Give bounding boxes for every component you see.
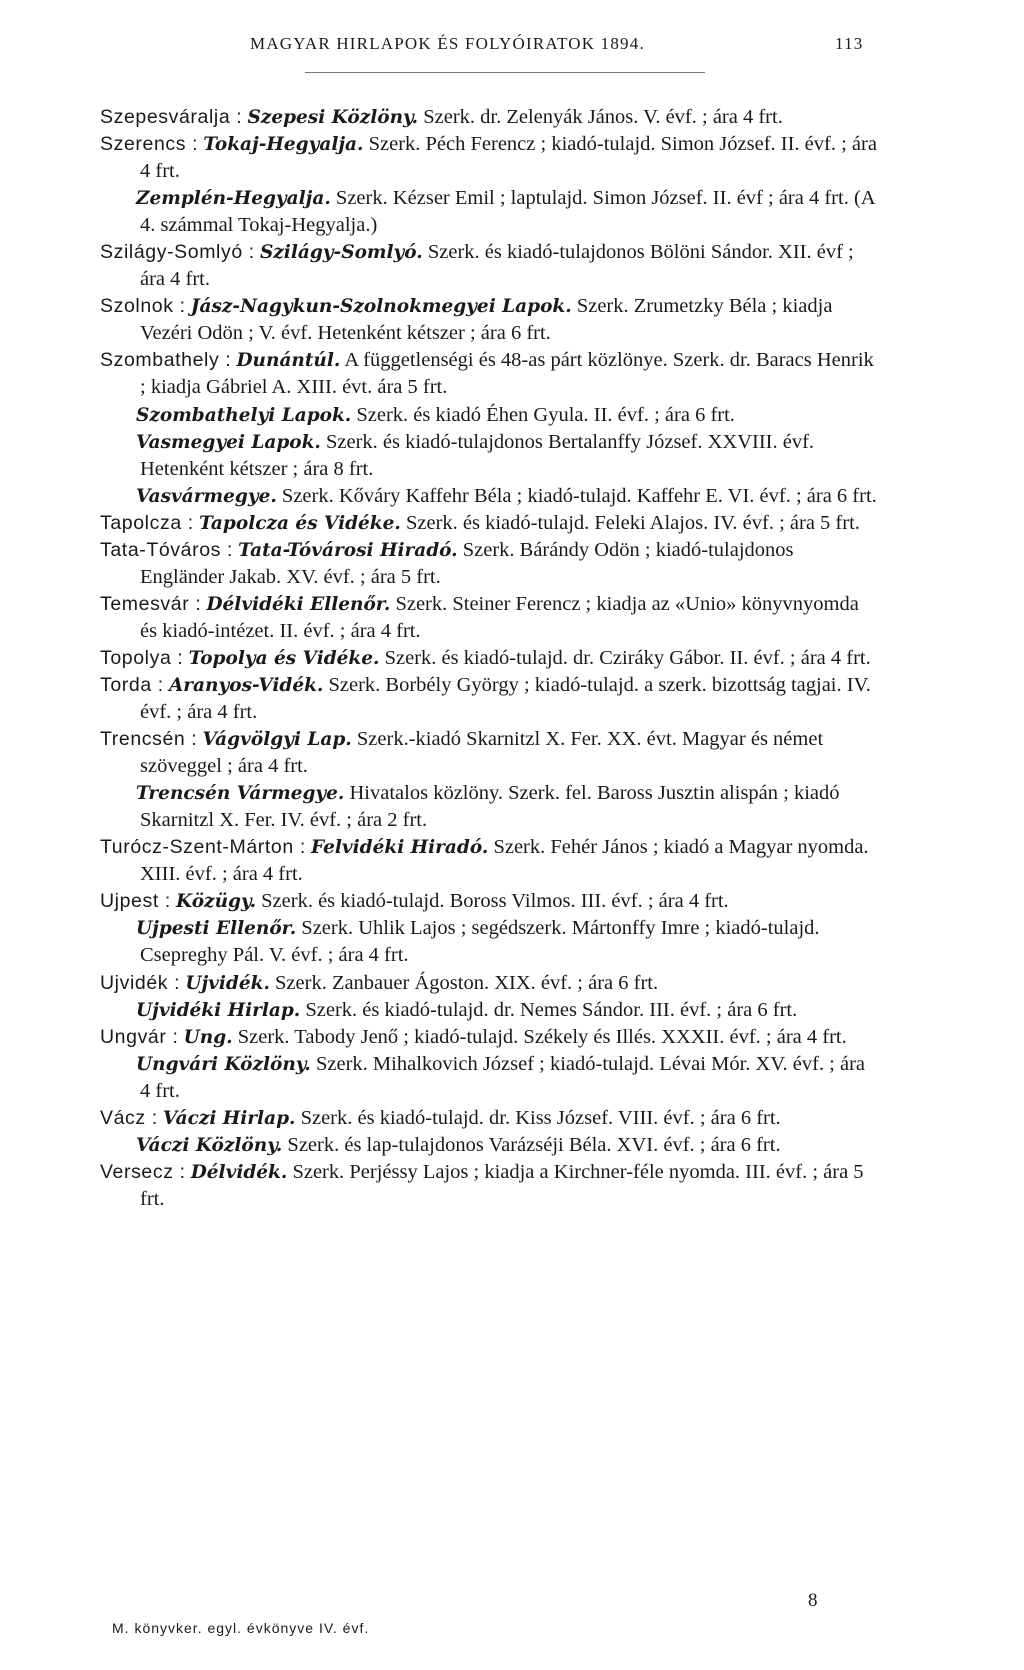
entry-place: Ungvár :	[100, 1025, 179, 1048]
entry-paper-title: Ujpesti Ellenőr.	[136, 918, 297, 940]
entry-details: Szerk. Uhlik Lajos ; segédszerk. Mártonffy Imre ; kiadó-tulajd. Csepreghy Pál. V. évf. ; ára 4 frt.	[140, 917, 820, 967]
entry-place: Versecz :	[100, 1160, 186, 1183]
entry-paper-title: Dunántúl.	[236, 350, 341, 372]
entry	[100, 780, 880, 834]
entry	[100, 1024, 880, 1051]
entry	[100, 402, 880, 429]
entry-details: Szerk. Bárándy Odön ; kiadó-tulajdonos Engländer Jakab. XV. évf. ; ára 5 frt.	[140, 538, 794, 588]
entry-place: Tata-Tóváros :	[100, 538, 234, 561]
entry-paper-title: Tokaj-Hegyalja.	[203, 134, 364, 156]
page-number: 113	[835, 34, 864, 53]
entry-details: Szerk. és kiadó-tulajd. dr. Nemes Sándor. III. évf. ; ára 6 frt.	[305, 998, 798, 1021]
entry-details: Szerk. dr. Zelenyák János. V. évf. ; ára 4 frt.	[423, 106, 783, 128]
entry-details: Szerk. Kőváry Kaffehr Béla ; kiadó-tulajd. Kaffehr E. VI. évf. ; ára 6 frt.	[281, 484, 877, 507]
entry	[100, 1105, 880, 1132]
entry-details: Szerk. Zanbauer Ágoston. XIX. évf. ; ára 6 frt.	[275, 971, 659, 994]
entry-details: Hivatalos közlöny. Szerk. fel. Baross Jusztin alispán ; kiadó Skarnitzl X. Fer. IV. évf. ; ára 2 frt.	[140, 782, 840, 832]
entry-details: A függetlenségi és 48-as párt közlönye. Szerk. dr. Baracs Henrik ; kiadja Gábriel A. XIII. évt. ára 5 frt.	[140, 349, 874, 399]
entry-paper-title: Szombathelyi Lapok.	[136, 404, 352, 426]
entry-place: Tapolcza :	[100, 511, 194, 534]
entry-paper-title: Tata-Tóvárosi Hiradó.	[238, 539, 458, 561]
entry-list	[100, 104, 880, 1213]
entry-details: Szerk. Péch Ferencz ; kiadó-tulajd. Simon József. II. évf. ; ára 4 frt.	[140, 133, 877, 183]
entry	[100, 1132, 880, 1159]
signature-mark: 8	[808, 1590, 818, 1611]
entry-paper-title: Ujvidék.	[185, 972, 270, 994]
entry	[100, 970, 880, 997]
entry	[100, 997, 880, 1024]
entry-details: Szerk. és kiadó-tulajd. Boross Vilmos. III. évf. ; ára 4 frt.	[261, 890, 729, 913]
entry	[100, 726, 880, 780]
entry-paper-title: Topolya és Vidéke.	[188, 647, 380, 669]
entry	[100, 915, 880, 969]
entry	[100, 1051, 880, 1105]
entry-place: Topolya :	[100, 646, 184, 669]
entry	[100, 537, 880, 591]
entry-paper-title: Zemplén-Hegyalja.	[136, 188, 331, 210]
entry-details: Szerk. Mihalkovich József ; kiadó-tulajd. Lévai Mór. XV. évf. ; ára 4 frt.	[140, 1052, 865, 1102]
entry	[100, 1159, 880, 1213]
entry-paper-title: Délvidéki Ellenőr.	[206, 593, 391, 615]
entry-place: Szilágy-Somlyó :	[100, 241, 255, 264]
entry-paper-title: Váczi Közlöny.	[136, 1134, 283, 1156]
entry	[100, 131, 880, 185]
entry-details: Szerk. Tabody Jenő ; kiadó-tulajd. Székely és Illés. XXXII. évf. ; ára 4 frt.	[237, 1025, 847, 1048]
header-rule	[305, 72, 705, 73]
entry-details: Szerk. Borbély György ; kiadó-tulajd. a szerk. bizottság tagjai. IV. évf. ; ára 4 frt.	[140, 673, 871, 724]
entry-place: Trencsén :	[100, 728, 198, 751]
entry-paper-title: Aranyos-Vidék.	[168, 674, 324, 696]
entry	[100, 104, 880, 131]
entry-details: Szerk. Zrumetzky Béla ; kiadja Vezéri Odön ; V. évf. Hetenként kétszer ; ára 6 frt.	[140, 295, 833, 345]
entry-details: Szerk. és kiadó-tulajd. Feleki Alajos. IV. évf. ; ára 5 frt.	[405, 511, 860, 534]
entry-details: Szerk. és kiadó-tulajd. dr. Cziráky Gábor. II. évf. ; ára 4 frt.	[384, 646, 871, 669]
entry	[100, 429, 880, 483]
entry-paper-title: Felvidéki Hiradó.	[310, 837, 489, 859]
entry-paper-title: Trencsén Vármegye.	[136, 783, 345, 805]
entry-paper-title: Vasmegyei Lapok.	[136, 431, 321, 453]
entry	[100, 834, 880, 888]
entry-place: Szolnok :	[100, 295, 186, 318]
entry-paper-title: Ungvári Közlöny.	[136, 1053, 311, 1075]
entry-place: Turócz-Szent-Márton :	[100, 836, 306, 859]
entry-paper-title: Vágvölgyi Lap.	[202, 729, 352, 751]
entry-place: Ujpest :	[100, 890, 171, 913]
entry-paper-title: Ujvidéki Hirlap.	[136, 999, 301, 1021]
entry	[100, 483, 880, 510]
entry-details: Szerk. Perjéssy Lajos ; kiadja a Kirchner-féle nyomda. III. évf. ; ára 5 frt.	[140, 1160, 864, 1210]
entry-paper-title: Délvidék.	[190, 1161, 288, 1183]
entry-paper-title: Jász-Nagykun-Szolnokmegyei Lapok.	[190, 296, 572, 318]
footer-note: M. könyvker. egyl. évkönyve IV. évf.	[112, 1620, 370, 1636]
entry	[100, 347, 880, 401]
entry	[100, 672, 880, 726]
entry-details: Szerk. Steiner Ferencz ; kiadja az «Unio» könyvnyomda és kiadó-intézet. II. évf. ; ára 4 frt.	[140, 592, 859, 642]
entry-paper-title: Ung.	[183, 1026, 233, 1048]
entry-paper-title: Váczi Hirlap.	[162, 1107, 296, 1129]
entry-details: Szerk. és kiadó-tulajdonos Bertalanffy József. XXVIII. évf. Hetenként kétszer ; ára 8 frt.	[140, 430, 815, 480]
entry-paper-title: Tapolcza és Vidéke.	[198, 512, 401, 534]
entry	[100, 185, 880, 239]
entry-details: Szerk. és kiadó-tulajd. dr. Kiss József. VIII. évf. ; ára 6 frt.	[300, 1106, 781, 1129]
entry-paper-title: Vasvármegye.	[136, 485, 277, 507]
entry-place: Temesvár :	[100, 592, 202, 615]
entry-paper-title: Szepesi Közlöny.	[247, 107, 419, 128]
entry	[100, 888, 880, 915]
entry	[100, 510, 880, 537]
entry-place: Szombathely :	[100, 349, 232, 372]
entry-place: Ujvidék :	[100, 971, 181, 994]
entry-details: Szerk. Kézser Emil ; laptulajd. Simon József. II. évf ; ára 4 frt. (A 4. számmal Tokaj-Hegyalja.)	[140, 187, 875, 237]
entry	[100, 645, 880, 672]
entry	[100, 293, 880, 347]
entry-details: Szerk. és kiadó Éhen Gyula. II. évf. ; ára 6 frt.	[356, 403, 735, 426]
running-title: MAGYAR HIRLAPOK ÉS FOLYÓIRATOK 1894.	[250, 34, 645, 53]
entry	[100, 239, 880, 293]
entry-paper-title: Közügy.	[176, 891, 257, 913]
entry	[100, 591, 880, 645]
entry-place: Szepesváralja :	[100, 106, 243, 128]
entry-place: Vácz :	[100, 1106, 158, 1129]
entry-details: Szerk. Fehér János ; kiadó a Magyar nyomda. XIII. évf. ; ára 4 frt.	[140, 836, 869, 886]
entry-details: Szerk.-kiadó Skarnitzl X. Fer. XX. évt. Magyar és német szöveggel ; ára 4 frt.	[140, 728, 824, 778]
entry-paper-title: Szilágy-Somlyó.	[259, 242, 423, 264]
entry-details: Szerk. és kiadó-tulajdonos Bölöni Sándor. XII. évf ; ára 4 frt.	[140, 241, 854, 291]
entry-place: Szerencs :	[100, 133, 199, 156]
entry-details: Szerk. és lap-tulajdonos Varázséji Béla. XVI. évf. ; ára 6 frt.	[287, 1133, 781, 1156]
entry-place: Torda :	[100, 673, 164, 696]
